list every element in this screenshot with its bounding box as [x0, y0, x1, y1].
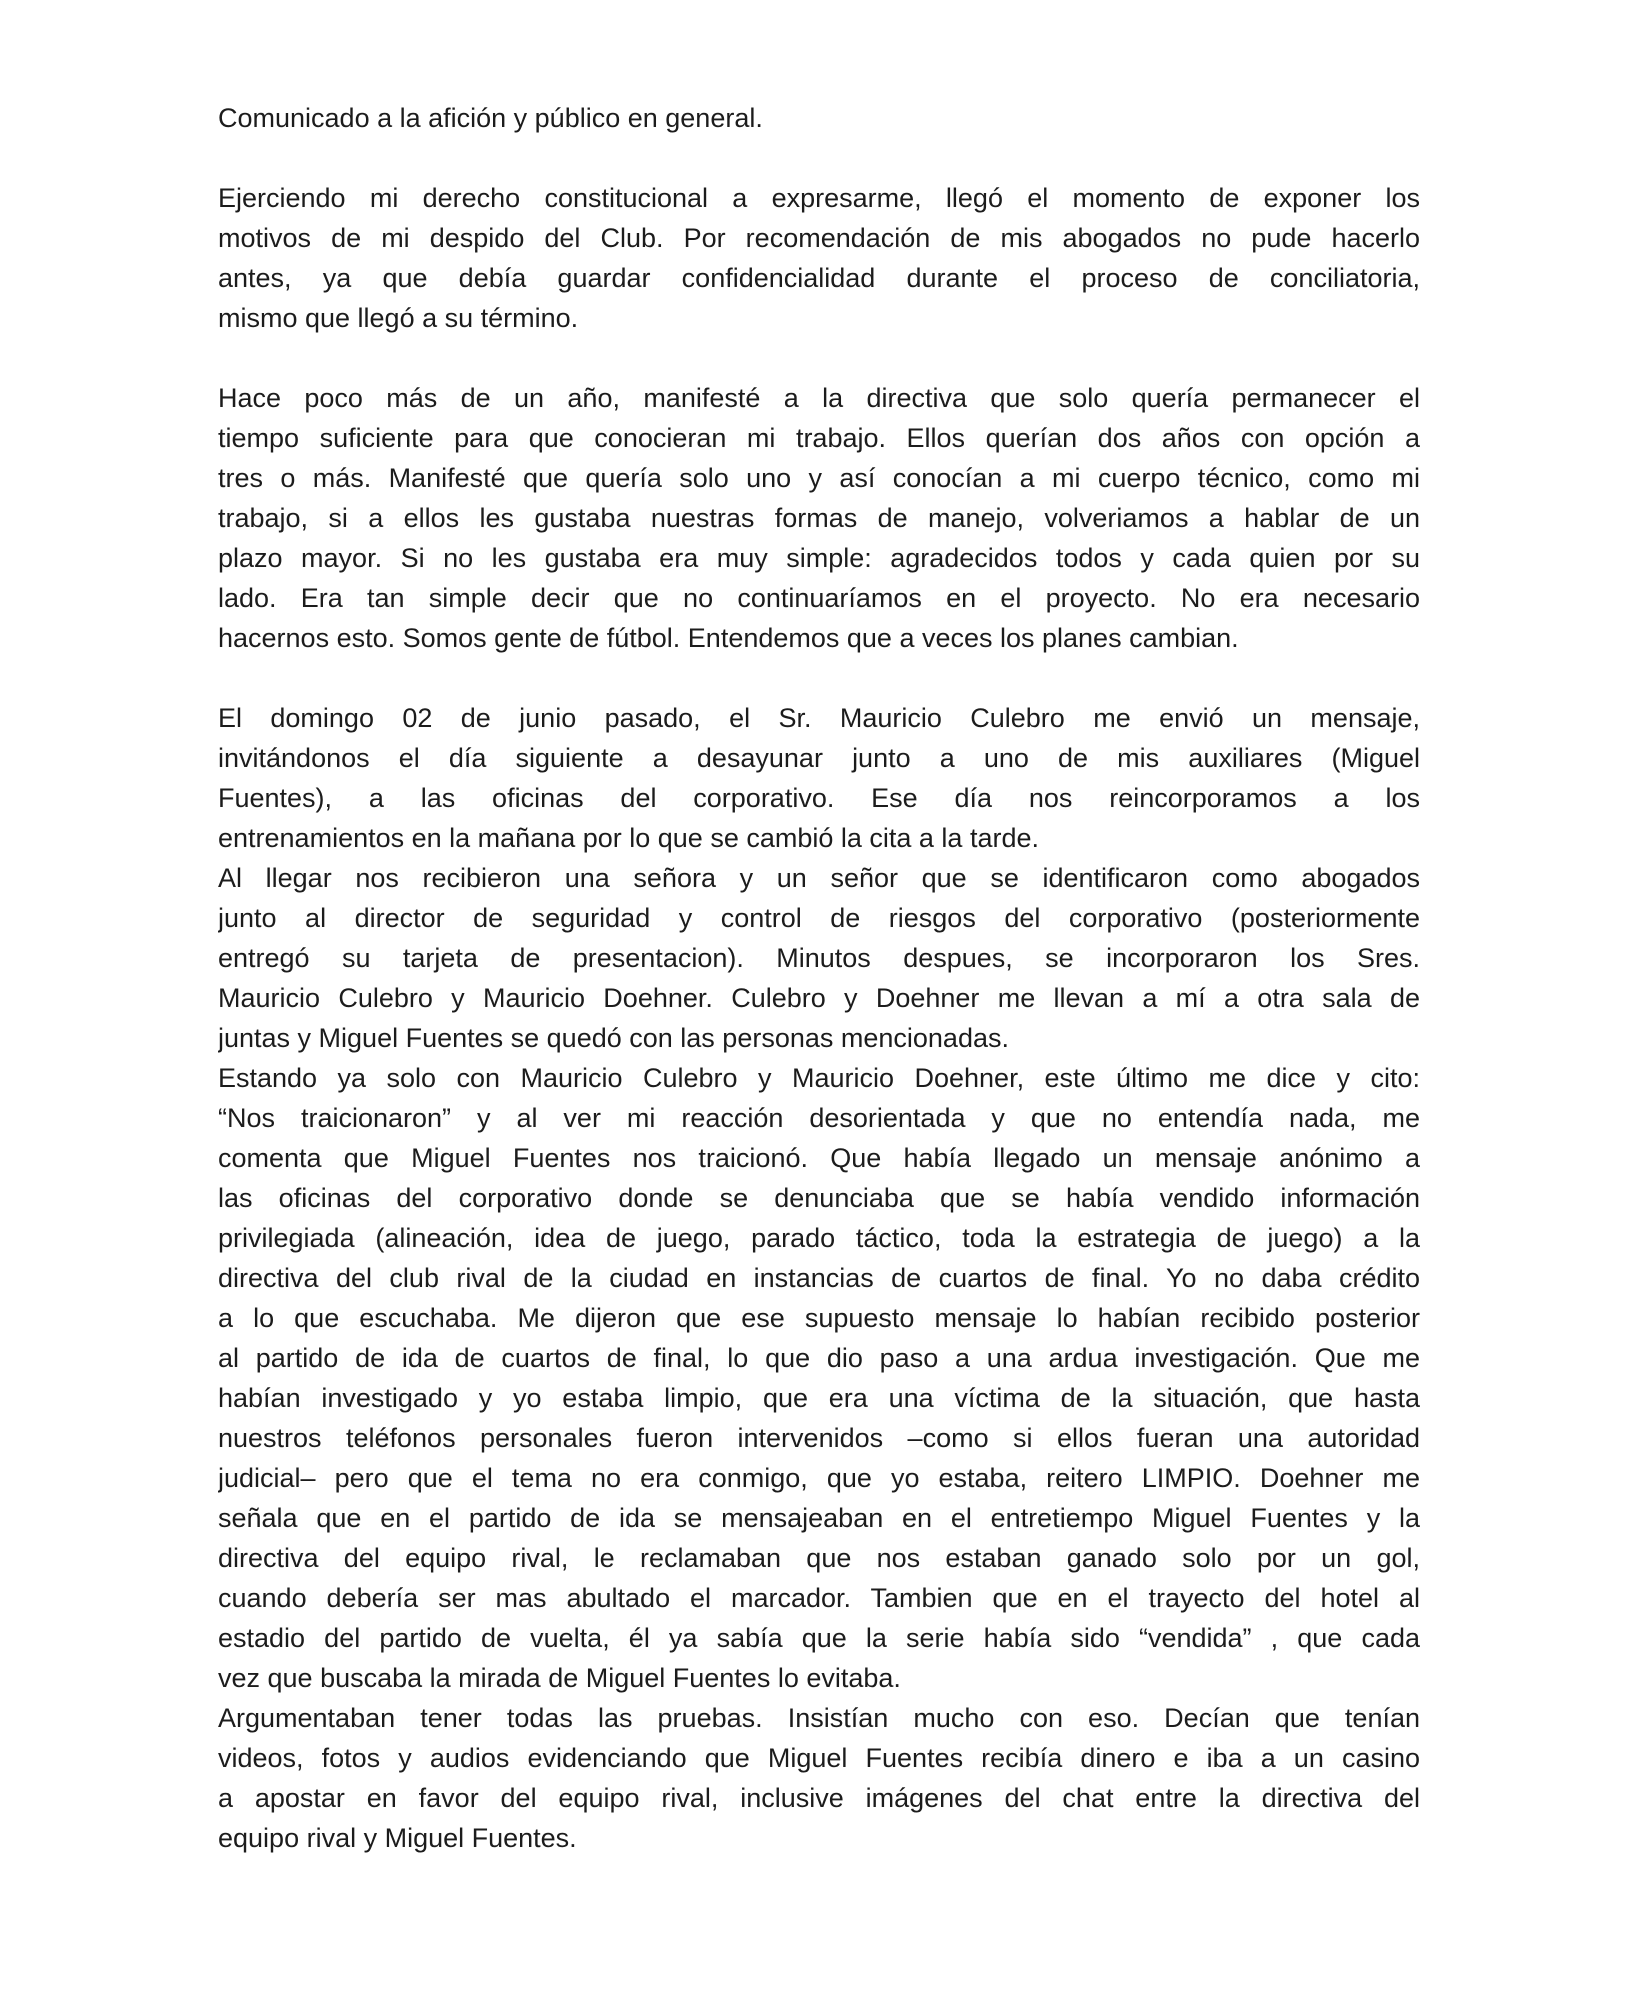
text-line: equipo rival y Miguel Fuentes. — [218, 1823, 577, 1853]
text-line: hacernos esto. Somos gente de fútbol. Entendemos que a veces los planes cambian. — [218, 623, 1239, 653]
text-line: señala que en el partido de ida se mensajeaban en el entretiempo Miguel Fuentes y la — [218, 1503, 1420, 1533]
text-line: tiempo suficiente para que conocieran mi trabajo. Ellos querían dos años con opción a — [218, 423, 1420, 453]
paragraph-contract-background — [218, 378, 1420, 658]
text-line: Hace poco más de un año, manifesté a la directiva que solo quería permanecer el — [218, 383, 1420, 413]
text-line: El domingo 02 de junio pasado, el Sr. Mauricio Culebro me envió un mensaje, — [218, 703, 1420, 733]
text-line: directiva del equipo rival, le reclamaban que nos estaban ganado solo por un gol, — [218, 1543, 1420, 1573]
text-line: Mauricio Culebro y Mauricio Doehner. Culebro y Doehner me llevan a mí a otra sala de — [218, 983, 1420, 1013]
text-line: cuando debería ser mas abultado el marcador. Tambien que en el trayecto del hotel al — [218, 1583, 1420, 1613]
text-line: invitándonos el día siguiente a desayunar junto a uno de mis auxiliares (Miguel — [218, 743, 1420, 773]
text-line: plazo mayor. Si no les gustaba era muy simple: agradecidos todos y cada quien por su — [218, 543, 1420, 573]
text-line: Fuentes), a las oficinas del corporativo. Ese día nos reincorporamos a los — [218, 783, 1420, 813]
text-line: entregó su tarjeta de presentacion). Minutos despues, se incorporaron los Sres. — [218, 943, 1420, 973]
text-line: a apostar en favor del equipo rival, inclusive imágenes del chat entre la directiva del — [218, 1783, 1420, 1813]
text-line: Estando ya solo con Mauricio Culebro y Mauricio Doehner, este último me dice y cito: — [218, 1063, 1420, 1093]
text-line: motivos de mi despido del Club. Por recomendación de mis abogados no pude hacerlo — [218, 223, 1420, 253]
text-line: Al llegar nos recibieron una señora y un señor que se identificaron como abogados — [218, 863, 1420, 893]
text-line: habían investigado y yo estaba limpio, que era una víctima de la situación, que hasta — [218, 1383, 1420, 1413]
text-line: junto al director de seguridad y control de riesgos del corporativo (posteriormente — [218, 903, 1420, 933]
text-line: a lo que escuchaba. Me dijeron que ese supuesto mensaje lo habían recibido posterior — [218, 1303, 1420, 1333]
text-line: trabajo, si a ellos les gustaba nuestras formas de manejo, volveriamos a hablar de un — [218, 503, 1420, 533]
text-line: las oficinas del corporativo donde se denunciaba que se había vendido información — [218, 1183, 1420, 1213]
paragraph-accusation — [218, 1058, 1420, 1698]
text-line: mismo que llegó a su término. — [218, 303, 579, 333]
text-line: nuestros teléfonos personales fueron intervenidos –como si ellos fueran una autoridad — [218, 1423, 1420, 1453]
paragraph-meeting-invitation — [218, 698, 1420, 858]
paragraph-intro — [218, 178, 1420, 338]
text-line: al partido de ida de cuartos de final, lo que dio paso a una ardua investigación. Que me — [218, 1343, 1420, 1373]
text-line: antes, ya que debía guardar confidencialidad durante el proceso de conciliatoria, — [218, 263, 1420, 293]
paragraph-evidence-claims — [218, 1698, 1420, 1858]
text-line: comenta que Miguel Fuentes nos traicionó. Que había llegado un mensaje anónimo a — [218, 1143, 1420, 1173]
text-line: privilegiada (alineación, idea de juego, parado táctico, toda la estrategia de juego) a la — [218, 1223, 1420, 1253]
text-line: lado. Era tan simple decir que no continuaríamos en el proyecto. No era necesario — [218, 583, 1420, 613]
text-line: juntas y Miguel Fuentes se quedó con las personas mencionadas. — [218, 1023, 1009, 1053]
text-line: estadio del partido de vuelta, él ya sabía que la serie había sido “vendida” , que cada — [218, 1623, 1420, 1653]
text-line: tres o más. Manifesté que quería solo uno y así conocían a mi cuerpo técnico, como mi — [218, 463, 1420, 493]
text-line: directiva del club rival de la ciudad en instancias de cuartos de final. Yo no daba crédito — [218, 1263, 1420, 1293]
text-line: videos, fotos y audios evidenciando que Miguel Fuentes recibía dinero e iba a un casino — [218, 1743, 1420, 1773]
text-line: Argumentaban tener todas las pruebas. Insistían mucho con eso. Decían que tenían — [218, 1703, 1420, 1733]
text-line: entrenamientos en la mañana por lo que se cambió la cita a la tarde. — [218, 823, 1039, 853]
letter-body — [218, 98, 1420, 1858]
paragraph-arrival — [218, 858, 1420, 1058]
text-line: judicial– pero que el tema no era conmigo, que yo estaba, reitero LIMPIO. Doehner me — [218, 1463, 1420, 1493]
text-line: Comunicado a la afición y público en general. — [218, 103, 763, 133]
salutation — [218, 98, 1420, 138]
text-line: “Nos traicionaron” y al ver mi reacción desorientada y que no entendía nada, me — [218, 1103, 1420, 1133]
text-line: Ejerciendo mi derecho constitucional a expresarme, llegó el momento de exponer los — [218, 183, 1420, 213]
text-line: vez que buscaba la mirada de Miguel Fuentes lo evitaba. — [218, 1663, 901, 1693]
